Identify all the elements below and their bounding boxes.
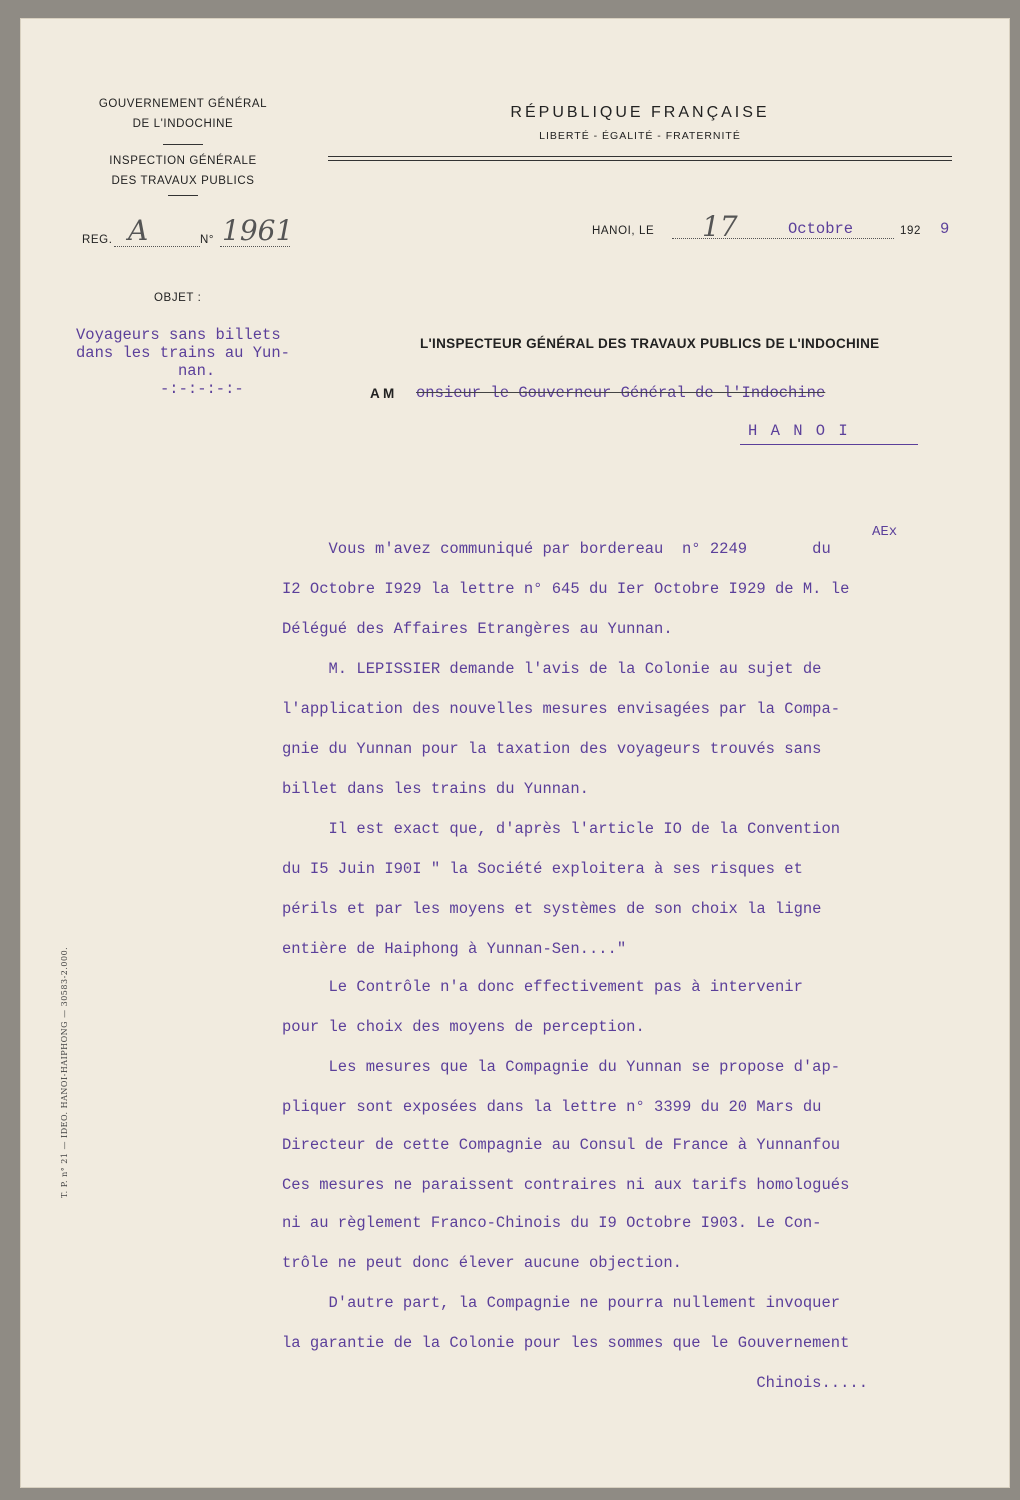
- body-line-4: M. LEPISSIER demande l'avis de la Colonie au sujet de: [282, 660, 822, 678]
- government-title: GOUVERNEMENT GÉNÉRAL: [98, 98, 268, 110]
- number-label: N°: [200, 234, 215, 246]
- body-line-16: Directeur de cette Compagnie au Consul de France à Yunnanfou: [282, 1136, 841, 1154]
- objet-label: OBJET :: [154, 292, 202, 304]
- body-line-12: Le Contrôle n'a donc effectivement pas à intervenir: [282, 978, 803, 996]
- header-divider: [163, 144, 203, 145]
- objet-line-1: Voyageurs sans billets: [76, 326, 281, 344]
- date-day: 17: [702, 210, 738, 243]
- header-rule-2: [328, 160, 952, 161]
- objet-line-3: nan.: [178, 362, 216, 380]
- sender-line: L'INSPECTEUR GÉNÉRAL DES TRAVAUX PUBLICS DE L'INDOCHINE: [420, 336, 880, 351]
- header-left: [68, 94, 298, 196]
- body-line-18: ni au règlement Franco-Chinois du I9 Octobre I903. Le Con-: [282, 1214, 822, 1232]
- inspection-title: INSPECTION GÉNÉRALE: [109, 155, 257, 167]
- recipient-city: H A N O I: [748, 422, 850, 440]
- header-divider-2: [168, 195, 198, 196]
- body-line-21: la garantie de la Colonie pour les sommes que le Gouvernement: [282, 1334, 850, 1352]
- recipient-name: onsieur le Gouverneur Général de l'Indochine: [416, 384, 826, 402]
- place-label: HANOI, LE: [592, 225, 655, 237]
- header-rule-1: [328, 156, 952, 157]
- recipient-prefix: A M: [370, 386, 395, 401]
- date-year-printed: 192: [900, 225, 921, 237]
- republic-motto: LIBERTÉ - ÉGALITÉ - FRATERNITÉ: [539, 130, 741, 142]
- header-right: [330, 104, 950, 142]
- objet-text: [76, 326, 336, 398]
- annotation: AEx: [872, 524, 898, 540]
- body-line-20: D'autre part, la Compagnie ne pourra nullement invoquer: [282, 1294, 841, 1312]
- body-line-9: du I5 Juin I90I " la Société exploitera à ses risques et: [282, 860, 803, 878]
- reg-dotted-line: [114, 246, 200, 247]
- reg-label: REG.: [82, 234, 113, 246]
- body-line-6: gnie du Yunnan pour la taxation des voyageurs trouvés sans: [282, 740, 822, 758]
- recipient-city-underline: [740, 444, 918, 445]
- body-line-11: entière de Haiphong à Yunnan-Sen....": [282, 940, 627, 958]
- body-line-7: billet dans les trains du Yunnan.: [282, 780, 589, 798]
- body-line-10: périls et par les moyens et systèmes de son choix la ligne: [282, 900, 822, 918]
- date-year-digit: 9: [940, 220, 950, 238]
- objet-line-2: dans les trains au Yun-: [76, 344, 290, 362]
- republic-title: RÉPUBLIQUE FRANÇAISE: [510, 104, 770, 121]
- body-line-19: trôle ne peut donc élever aucune objection.: [282, 1254, 682, 1272]
- body-line-15: pliquer sont exposées dans la lettre n° 3399 du 20 Mars du: [282, 1098, 822, 1116]
- body-line-14: Les mesures que la Compagnie du Yunnan se propose d'ap-: [282, 1058, 841, 1076]
- body-line-5: l'application des nouvelles mesures envisagées par la Compa-: [282, 700, 841, 718]
- margin-print-note: T. P. n° 21 — IDEO. HANOI-HAIPHONG — 30583-2.000.: [60, 946, 69, 1198]
- body-line-3: Délégué des Affaires Etrangères au Yunnan.: [282, 620, 673, 638]
- number-value: 1961: [222, 214, 294, 247]
- government-subtitle: DE L'INDOCHINE: [132, 118, 234, 130]
- body-line-17: Ces mesures ne paraissent contraires ni aux tarifs homologués: [282, 1176, 850, 1194]
- objet-separator: -:-:-:-:-: [160, 380, 244, 398]
- body-line-13: pour le choix des moyens de perception.: [282, 1018, 645, 1036]
- body-line-1: Vous m'avez communiqué par bordereau n° 2249 du: [282, 540, 831, 558]
- body-line-2: I2 Octobre I929 la lettre n° 645 du Ier Octobre I929 de M. le: [282, 580, 850, 598]
- inspection-subtitle: DES TRAVAUX PUBLICS: [111, 175, 255, 187]
- letter-sheet: [20, 18, 1010, 1488]
- body-line-22: Chinois.....: [282, 1374, 868, 1392]
- body-line-8: Il est exact que, d'après l'article IO de la Convention: [282, 820, 841, 838]
- reg-value: A: [128, 214, 149, 247]
- date-month: Octobre: [788, 220, 854, 238]
